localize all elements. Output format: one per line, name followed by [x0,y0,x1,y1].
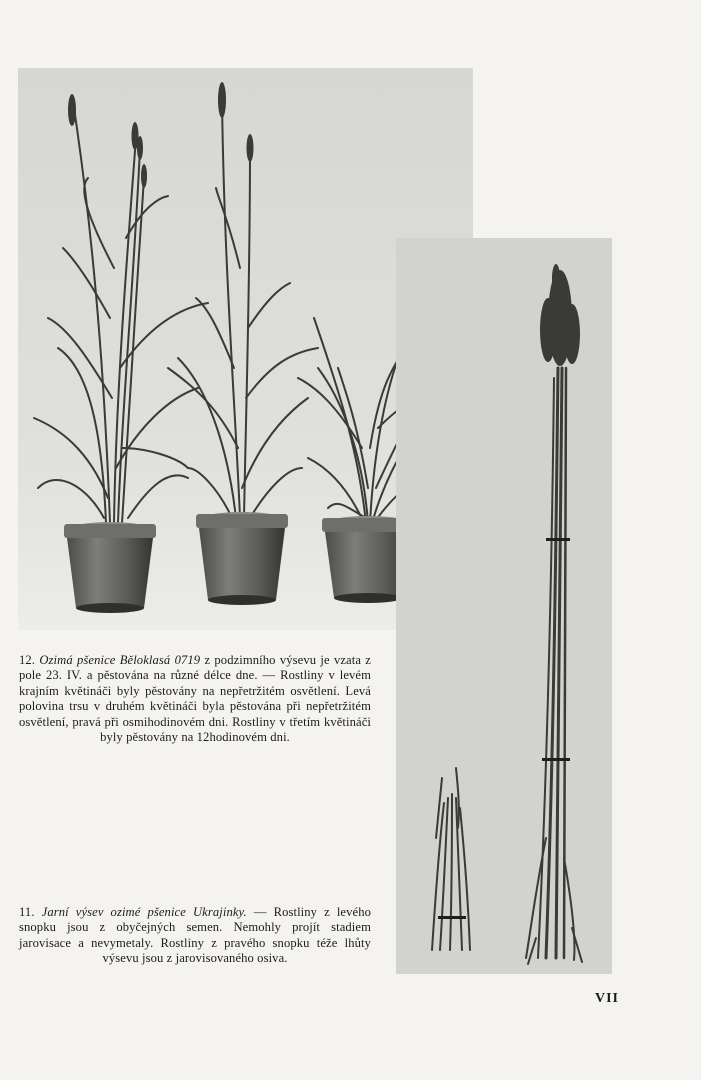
wheat-sheaves-illustration [396,238,612,974]
figure-12-caption [19,653,371,745]
caption-text: z podzimního výsevu je vzata z pole 23. IV. a pěstována na různé délce dne. — Rostliny v levém krajním květináči byly pěstovány na nepřetržitém osvětlení. Levá polovina trsu v druhém květináči byla pěstována při nepřetržitém osvětlení, pravá při osmihodinovém dni. Rostliny v třetím květináči byly pěstovány na 12hodinovém dni. [19,653,371,745]
caption-title: Ozimá pšenice Běloklasá 0719 [39,653,201,667]
caption-number: 12. [19,653,36,667]
figure-11-photo [396,238,612,974]
caption-title: Jarní výsev ozimé pšenice Ukrajinky. [41,905,247,919]
caption-number: 11. [19,905,35,919]
page-number: VII [595,991,620,1006]
caption-text: — Rostliny z levého snopku jsou z obyčejných semen. Nemohly projít stadiem jarovisace a nevymetaly. Rostliny z pravého snopku téže lhůty výsevu jsou z jarovisovaného osiva. [19,905,372,966]
figure-11-caption [19,905,371,967]
